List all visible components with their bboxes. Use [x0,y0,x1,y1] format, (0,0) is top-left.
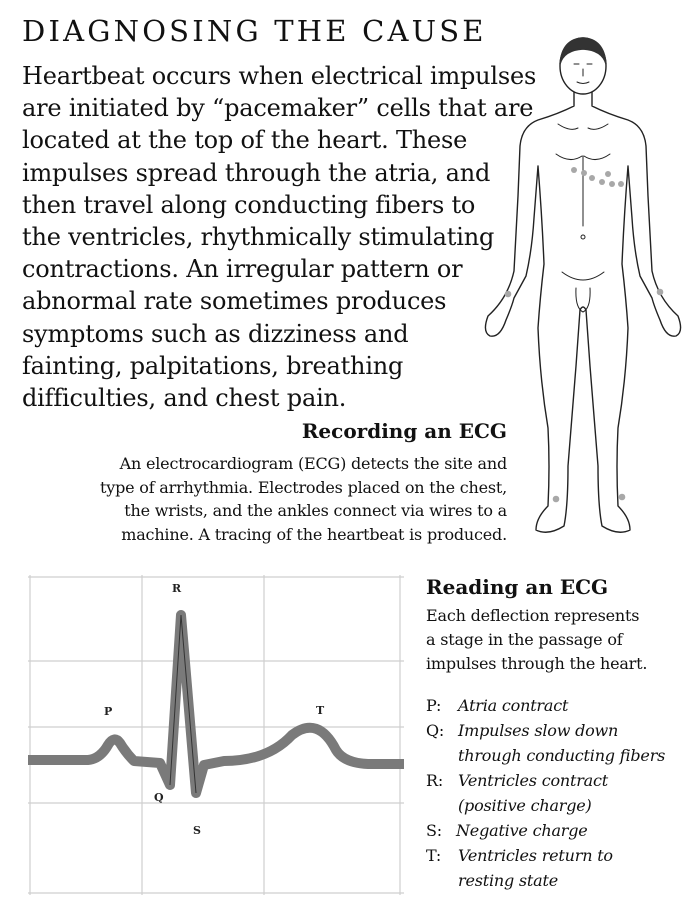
body-electrode-illustration [478,36,688,544]
recording-line: machine. A tracing of the heartbeat is produced. [121,525,507,545]
recording-line: type of arrhythmia. Electrodes placed on the chest, [100,477,507,497]
legend-desc-continued: resting state [458,871,558,890]
legend-desc-continued: (positive charge) [458,796,592,815]
legend-desc: Impulses slow down [458,721,619,740]
reading-heading: Reading an ECG [426,575,609,599]
recording-text [100,452,507,547]
legend-key: R: [426,771,444,790]
legend-key: Q: [426,721,445,740]
legend-key: S: [426,821,442,840]
chest-electrode [609,181,615,187]
legend-key: P: [426,696,442,715]
electrode-group [505,167,664,502]
reading-line: impulses through the heart. [426,654,648,673]
wave-label-q: Q [154,791,164,804]
legend-desc: Atria contract [458,696,569,715]
chest-electrode [571,167,577,173]
recording-line: the wrists, and the ankles connect via wires to a [124,501,507,521]
ecg-tracing-diagram [28,575,404,895]
intro-line: the ventricles, rhythmically stimulating [22,223,495,252]
intro-line: Heartbeat occurs when electrical impulses [22,62,537,90]
intro-line: abnormal rate sometimes produces [22,287,447,316]
chest-electrode [581,170,587,176]
legend-desc: Negative charge [456,821,588,840]
ecg-legend [426,693,665,893]
intro-line: symptoms such as dizziness and [22,319,409,348]
wave-label-r: R [172,582,182,595]
intro-line: contractions. An irregular pattern or [22,255,463,284]
reading-line: a stage in the passage of [426,630,623,649]
legend-item-r [426,768,665,818]
legend-item-s [426,818,665,843]
intro-line: then travel along conducting fibers to [22,190,476,219]
chest-electrode [618,181,624,187]
legend-desc-continued: through conducting fibers [458,746,666,765]
ankle-electrode [619,494,626,501]
wrist-electrode [505,291,512,298]
reading-line: Each deflection represents [426,606,640,625]
chest-electrode [589,175,595,181]
reading-text [426,604,647,676]
legend-item-p [426,693,665,718]
legend-item-t [426,843,665,893]
chest-electrode [599,179,605,185]
legend-key: T: [426,846,442,865]
chest-electrode [605,171,611,177]
recording-heading: Recording an ECG [301,419,507,443]
legend-desc: Ventricles contract [458,771,609,790]
wave-label-s: S [193,824,201,837]
intro-line: located at the top of the heart. These [22,126,468,155]
intro-paragraph [22,60,536,414]
ecg-waveform [28,615,404,793]
wave-label-p: P [104,705,113,718]
legend-item-q [426,718,665,768]
intro-line: difficulties, and chest pain. [22,384,347,413]
page-title: DIAGNOSING THE CAUSE [22,14,487,48]
recording-line: An electrocardiogram (ECG) detects the site and [119,454,507,473]
intro-line: are initiated by “pacemaker” cells that are [22,94,534,123]
legend-desc: Ventricles return to [458,846,613,865]
intro-line: fainting, palpitations, breathing [22,351,404,380]
ecg-grid [28,575,404,895]
ankle-electrode [553,496,560,503]
intro-line: impulses spread through the atria, and [22,158,491,187]
body-detail [556,124,610,312]
wave-label-t: T [316,704,325,717]
wrist-electrode [657,289,664,296]
